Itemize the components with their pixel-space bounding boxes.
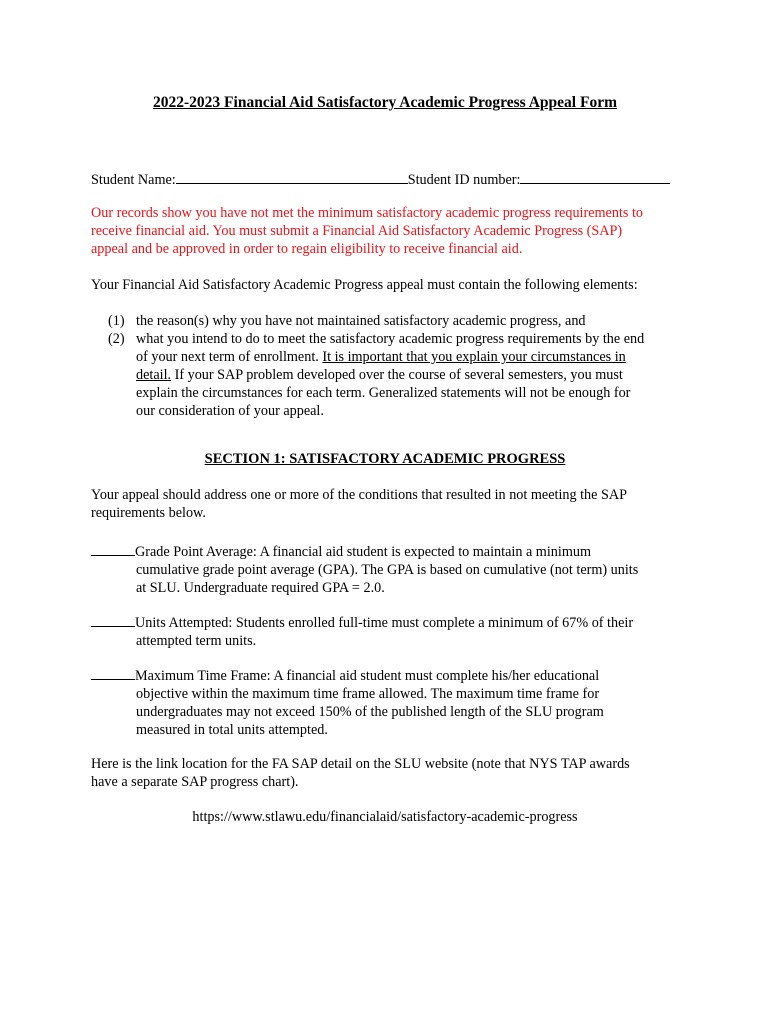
notice-line: Our records show you have not met the minimum satisfactory academic progress requirements to (91, 205, 643, 221)
student-name-label: Student Name: (91, 172, 176, 188)
list-item-text (136, 348, 698, 366)
condition-text: cumulative grade point average (GPA). The GPA is based on cumulative (not term) units (136, 562, 639, 578)
condition-text: measured in total units attempted. (136, 722, 328, 738)
list-item-number: (2) (108, 331, 125, 347)
condition-checkmark-field[interactable] (91, 612, 135, 627)
list-item-text (136, 366, 698, 384)
condition-first-line (91, 665, 691, 685)
link-note-line: have a separate SAP progress chart). (91, 774, 299, 790)
condition-max-time-frame (91, 665, 691, 739)
condition-first-line (91, 541, 691, 561)
section-intro-line: Your appeal should address one or more of the conditions that resulted in not meeting the SAP (91, 487, 628, 503)
elements-intro: Your Financial Aid Satisfactory Academic Progress appeal must contain the following elements: (91, 277, 638, 293)
emphasis-underlined: It is important that you explain your circumstances in (322, 349, 626, 365)
list-item (108, 330, 698, 420)
condition-text: objective within the maximum time frame allowed. The maximum time frame for (136, 686, 600, 702)
condition-text: Units Attempted: Students enrolled full-time must complete a minimum of 67% of their (135, 615, 634, 631)
form-title: 2022-2023 Financial Aid Satisfactory Academic Progress Appeal Form (153, 94, 617, 111)
required-elements-list (108, 312, 698, 420)
condition-text: attempted term units. (136, 633, 257, 649)
condition-text: undergraduates may not exceed 150% of the published length of the SLU program (136, 704, 604, 720)
notice-line: receive financial aid. You must submit a Financial Aid Satisfactory Academic Progress (SAP) (91, 223, 623, 239)
condition-first-line (91, 612, 691, 632)
student-id-field[interactable] (520, 169, 670, 184)
section-intro-line: requirements below. (91, 505, 206, 521)
list-item-text: the reason(s) why you have not maintained satisfactory academic progress, and (136, 313, 586, 329)
condition-text: Maximum Time Frame: A financial aid student must complete his/her educational (135, 668, 600, 684)
section-1-intro (91, 486, 691, 522)
condition-checkmark-field[interactable] (91, 541, 135, 556)
list-item-number: (1) (108, 313, 125, 329)
condition-checkmark-field[interactable] (91, 665, 135, 680)
section-1-heading: SECTION 1: SATISFACTORY ACADEMIC PROGRESS (204, 451, 566, 467)
condition-gpa (91, 541, 691, 597)
list-item-text: our consideration of your appeal. (136, 403, 324, 419)
list-item-text: what you intend to do to meet the satisfactory academic progress requirements by the end (136, 331, 645, 347)
emphasis-underlined: detail. (136, 367, 172, 383)
list-item (108, 312, 698, 330)
list-item-text: explain the circumstances for each term. Generalized statements will not be enough for (136, 385, 631, 401)
eligibility-notice (91, 204, 691, 258)
sap-website-link[interactable]: https://www.stlawu.edu/financialaid/satisfactory-academic-progress (192, 809, 578, 825)
condition-text: Grade Point Average: A financial aid student is expected to maintain a minimum (135, 544, 591, 560)
condition-text: at SLU. Undergraduate required GPA = 2.0. (136, 580, 385, 596)
list-item-text-plain: of your next term of enrollment. (136, 349, 323, 365)
student-info-row (91, 169, 711, 189)
student-name-field[interactable] (176, 169, 408, 184)
link-note (91, 755, 691, 791)
notice-line: appeal and be approved in order to regain eligibility to receive financial aid. (91, 241, 523, 257)
link-note-line: Here is the link location for the FA SAP detail on the SLU website (note that NYS TAP awards (91, 756, 630, 772)
list-item-text-plain: If your SAP problem developed over the course of several semesters, you must (171, 367, 623, 383)
student-id-label: Student ID number: (407, 172, 521, 188)
condition-units-attempted (91, 612, 691, 650)
